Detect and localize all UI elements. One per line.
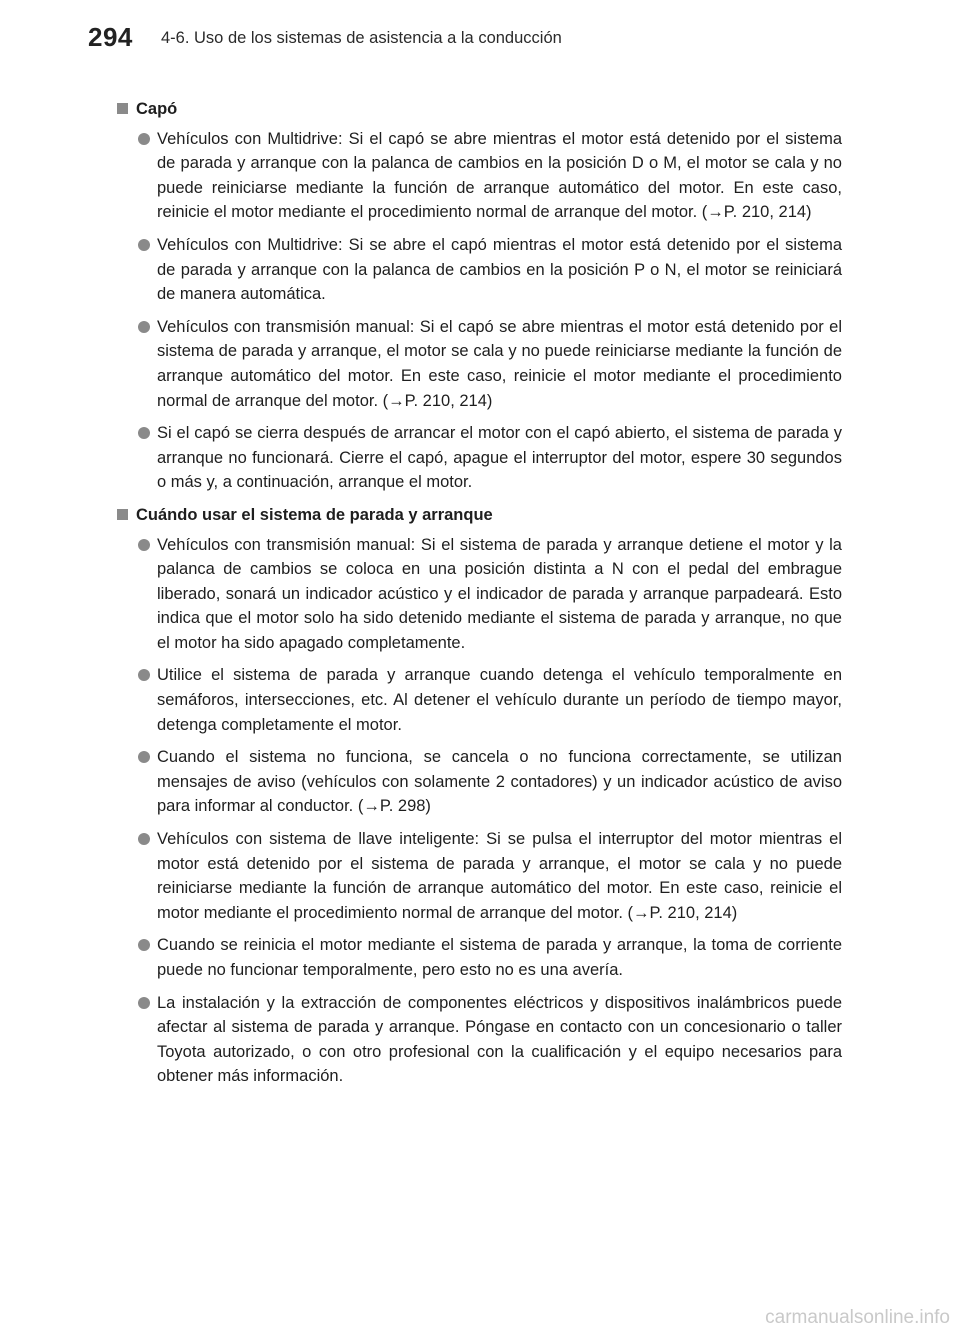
item-text: Cuando el sistema no funciona, se cancela o no funciona correctamente, se utilizan mensajes de aviso (vehículos con solamente 2 contadores) y un indicador acústico de aviso para informar al conductor. (→P. 298) [157, 748, 842, 816]
page-number: 294 [88, 22, 133, 52]
item-text: Vehículos con transmisión manual: Si el sistema de parada y arranque detiene el motor y la palanca de cambios se coloca en una posición distinta a N con el pedal del embrague liberado, sonará un indicador acústico y el indicador de parada y arranque parpadeará. Esto indica que el motor solo ha sido detenido mediante el sistema de parada y arranque, no que el motor ha sido apagado completamente. [157, 535, 842, 652]
circle-bullet-icon [138, 939, 150, 951]
list-item [117, 315, 842, 413]
chapter-title: 4-6. Uso de los sistemas de asistencia a la conducción [161, 29, 562, 47]
list-item [117, 745, 842, 819]
circle-bullet-icon [138, 321, 150, 333]
section-heading [117, 503, 842, 528]
circle-bullet-icon [138, 427, 150, 439]
list-item [117, 991, 842, 1089]
item-text: Cuando se reinicia el motor mediante el sistema de parada y arranque, la toma de corriente puede no funcionar temporalmente, pero esto no es una avería. [157, 936, 842, 979]
watermark: carmanualsonline.info [765, 1307, 950, 1328]
circle-bullet-icon [138, 997, 150, 1009]
item-text: La instalación y la extracción de componentes eléctricos y dispositivos inalámbricos puede afectar al sistema de parada y arranque. Póngase en contacto con un concesionario o taller Toyota autorizado, o con otro profesional con la cualificación y el equipo necesarios para obtener más información. [157, 993, 842, 1086]
section-title: Cuándo usar el sistema de parada y arranque [136, 505, 493, 524]
section-cuando-usar [117, 503, 842, 1089]
item-text: Utilice el sistema de parada y arranque cuando detenga el vehículo temporalmente en semáforos, intersecciones, etc. Al detener el vehículo durante un período de tiempo mayor, detenga completamente el motor. [157, 666, 842, 734]
item-text: Vehículos con Multidrive: Si se abre el capó mientras el motor está detenido por el sistema de parada y arranque con la palanca de cambios en la posición P o N, el motor se reiniciará de manera automática. [157, 235, 842, 304]
circle-bullet-icon [138, 669, 150, 681]
list-item [117, 827, 842, 925]
circle-bullet-icon [138, 751, 150, 763]
list-item [117, 421, 842, 495]
item-text: Vehículos con sistema de llave inteligente: Si se pulsa el interruptor del motor mientras el motor está detenido por el sistema de parada y arranque, el motor se cala y no puede reiniciarse mediante la función de arranque automático del motor. En este caso, reinicie el motor mediante el procedimiento normal de arranque del motor. (→P. 210, 214) [157, 830, 842, 922]
square-bullet-icon [117, 509, 128, 520]
list-item [117, 533, 842, 656]
circle-bullet-icon [138, 539, 150, 551]
circle-bullet-icon [138, 833, 150, 845]
section-heading [117, 97, 842, 122]
list-item [117, 127, 842, 225]
circle-bullet-icon [138, 239, 150, 251]
item-text: Vehículos con Multidrive: Si el capó se abre mientras el motor está detenido por el sistema de parada y arranque con la palanca de cambios en la posición D o M, el motor se cala y no puede reiniciarse mediante la función de arranque automático del motor. En este caso, reinicie el motor mediante el procedimiento normal de arranque del motor. (→P. 210, 214) [157, 129, 842, 222]
list-item [117, 933, 842, 982]
page-content [117, 97, 842, 1097]
item-text: Vehículos con transmisión manual: Si el capó se abre mientras el motor está detenido por el sistema de parada y arranque, el motor se cala y no puede reiniciarse mediante la función de arranque automático del motor. En este caso, reinicie el motor mediante el procedimiento normal de arranque del motor. (→P. 210, 214) [157, 317, 842, 410]
list-item [117, 233, 842, 307]
item-text: Si el capó se cierra después de arrancar el motor con el capó abierto, el sistema de parada y arranque no funcionará. Cierre el capó, apague el interruptor del motor, espere 30 segundos o más y, a continuación, arranque el motor. [157, 424, 842, 492]
section-capo [117, 97, 842, 495]
circle-bullet-icon [138, 133, 150, 145]
square-bullet-icon [117, 103, 128, 114]
section-title: Capó [136, 100, 178, 118]
list-item [117, 663, 842, 737]
